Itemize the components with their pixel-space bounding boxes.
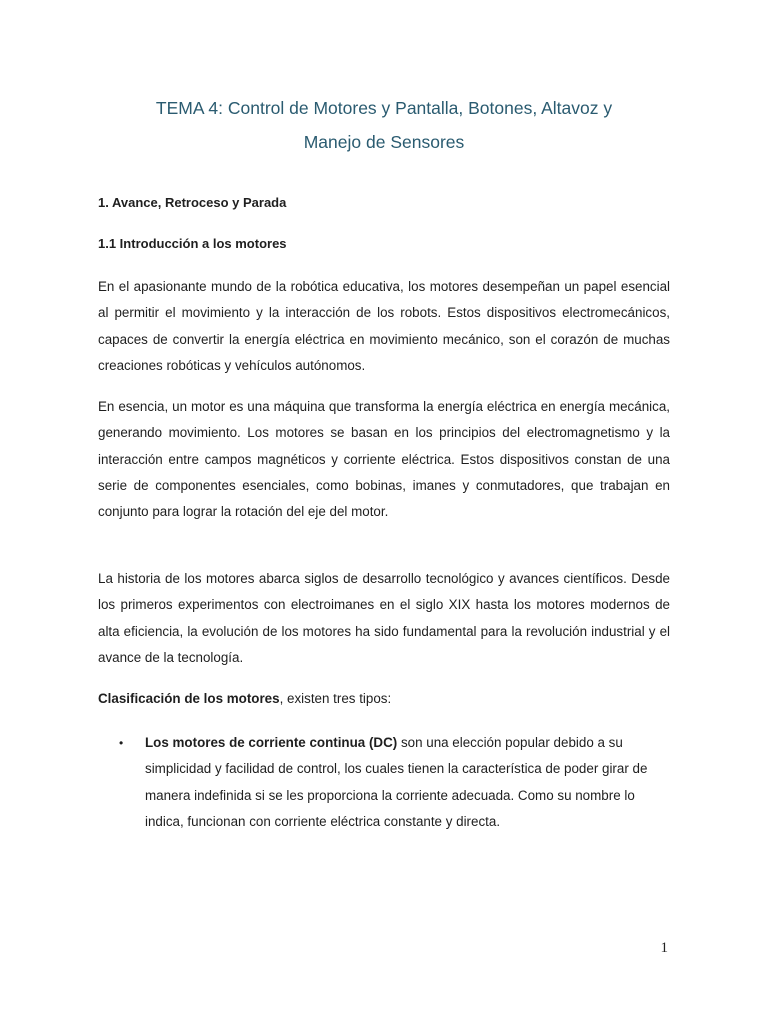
motor-types-list (98, 730, 670, 835)
list-item (98, 730, 670, 835)
classification-bold-label: Clasificación de los motores (98, 691, 280, 706)
paragraph-history: La historia de los motores abarca siglos de desarrollo tecnológico y avances científicos. Desde los primeros experimentos con electroimanes en el siglo XIX hasta los motores modernos de alta eficiencia, la evolución de los motores ha sido fundamental para la revolución industrial y el avance de la tecnología. (98, 571, 670, 665)
classification-text: , existen tres tipos: (279, 691, 392, 706)
document-title-line-1: TEMA 4: Control de Motores y Pantalla, Botones, Altavoz y (155, 98, 613, 118)
subsection-heading: 1.1 Introducción a los motores (98, 236, 287, 251)
document-title-line-2: Manejo de Sensores (303, 132, 465, 152)
list-item-bold: Los motores de corriente continua (DC) (145, 735, 398, 750)
section-heading: 1. Avance, Retroceso y Parada (98, 195, 287, 210)
bullet-icon: • (119, 736, 124, 750)
page-number: 1 (660, 940, 668, 956)
paragraph-intro: En el apasionante mundo de la robótica educativa, los motores desempeñan un papel esencial al permitir el movimiento y la interacción de los robots. Estos dispositivos electromecánicos, capaces de convertir la energía eléctrica en movimiento mecánico, son el corazón de muchas creaciones robóticas y vehículos autónomos. (98, 279, 670, 373)
paragraph-classification (98, 686, 670, 712)
paragraph-essence: En esencia, un motor es una máquina que transforma la energía eléctrica en energía mecánica, generando movimiento. Los motores se basan en los principios del electromagnetismo y la interacción entre campos magnéticos y corriente eléctrica. Estos dispositivos constan de una serie de componentes esenciales, como bobinas, imanes y conmutadores, que trabajan en conjunto para lograr la rotación del eje del motor. (98, 399, 670, 520)
list-item-text: son una elección popular debido a su simplicidad y facilidad de control, los cuales tienen la característica de poder girar de manera indefinida si se les proporciona la corriente adecuada. Como su nombre lo indica, funcionan con corriente eléctrica constante y directa. (145, 735, 648, 829)
